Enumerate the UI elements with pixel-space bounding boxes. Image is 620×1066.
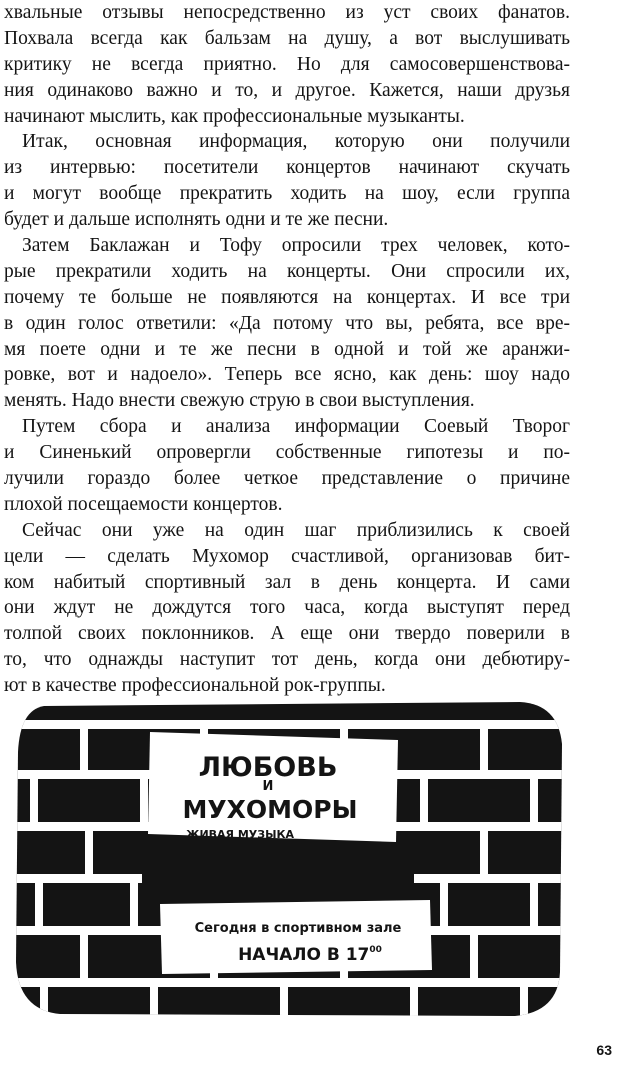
concert-notice <box>160 900 432 974</box>
text-line: почему те больше не появляются на концертах. И все три <box>4 286 570 308</box>
notice-line2 <box>238 945 382 965</box>
paragraph-2 <box>4 129 570 233</box>
page-number: 63 <box>596 1042 612 1058</box>
paragraph-1 <box>4 0 570 129</box>
notice-time: НАЧАЛО В 17 <box>238 945 370 965</box>
text-line: ровке, вот и надоело». Теперь все ясно, как день: шоу надо <box>4 364 570 386</box>
text-line: и могут вообще прекратить ходить на шоу, если группа <box>4 183 570 205</box>
text-line: ют в качестве профессиональной рок-группы. <box>4 675 386 697</box>
text-line: толпой своих поклонников. А еще они твердо поверили в <box>4 623 570 645</box>
notice-time-superscript: 00 <box>369 945 382 955</box>
text-line: ком набитый спортивный зал в день концерта. И сами <box>4 571 570 593</box>
brick-wall-poster-illustration <box>10 692 565 1022</box>
text-line: плохой посещаемости концертов. <box>4 493 283 515</box>
text-line: Итак, основная информация, которую они получили <box>22 131 570 153</box>
text-line: менять. Надо внести свежую струю в свои выступления. <box>4 390 475 412</box>
poster-title-line2: И <box>262 779 274 794</box>
text-line: критику не всегда приятно. Но для самосовершенствова- <box>4 53 570 75</box>
poster-svg <box>10 692 565 1022</box>
text-line: Похвала всегда как бальзам на душу, а вот выслушивать <box>4 27 570 49</box>
paragraph-4 <box>4 414 570 518</box>
text-line: Затем Баклажан и Тофу опросили трех человек, кото- <box>22 235 570 257</box>
text-line: они ждут не дождутся того часа, когда выступят перед <box>4 597 570 619</box>
notice-line1: Сегодня в спортивном зале <box>194 921 402 936</box>
text-line: рые прекратили ходить на концерты. Они спросили их, <box>4 260 570 282</box>
poster-subtitle: ЖИВАЯ МУЗЫКА <box>185 828 295 841</box>
poster-black-strip <box>142 848 414 902</box>
poster-title-line1: ЛЮБОВЬ <box>198 752 338 783</box>
paragraph-3 <box>4 233 570 414</box>
text-line: лучили гораздо более четкое представление о причине <box>4 468 570 490</box>
text-line: Сейчас они уже на один шаг приблизились к своей <box>22 519 570 541</box>
text-line: то, что однажды наступит тот день, когда они дебютиру- <box>4 649 570 671</box>
text-line: и Синенький опровергли собственные гипотезы и по- <box>4 442 570 464</box>
text-line: из интервью: посетители концертов начинают скучать <box>4 157 570 179</box>
text-line: будет и дальше исполнять одни и те же песни. <box>4 209 389 231</box>
poster-title-line3: МУХОМОРЫ <box>182 795 358 824</box>
text-line: Путем сбора и анализа информации Соевый Творог <box>22 416 570 438</box>
text-line: мя поете одни и те же песни в одной и той же аранжи- <box>4 338 570 360</box>
text-line: ния одинаково важно и то, и другое. Кажется, наши друзья <box>4 79 570 101</box>
body-text <box>4 0 570 699</box>
text-line: хвальные отзывы непосредственно из уст своих фанатов. <box>4 2 570 23</box>
text-line: цели — сделать Мухомор счастливой, организовав бит- <box>4 545 570 567</box>
text-line: начинают мыслить, как профессиональные музыканты. <box>4 105 465 127</box>
paragraph-5 <box>4 518 570 699</box>
band-poster <box>148 732 398 842</box>
text-line: в один голос ответили: «Да потому что вы, ребята, все вре- <box>4 312 570 334</box>
